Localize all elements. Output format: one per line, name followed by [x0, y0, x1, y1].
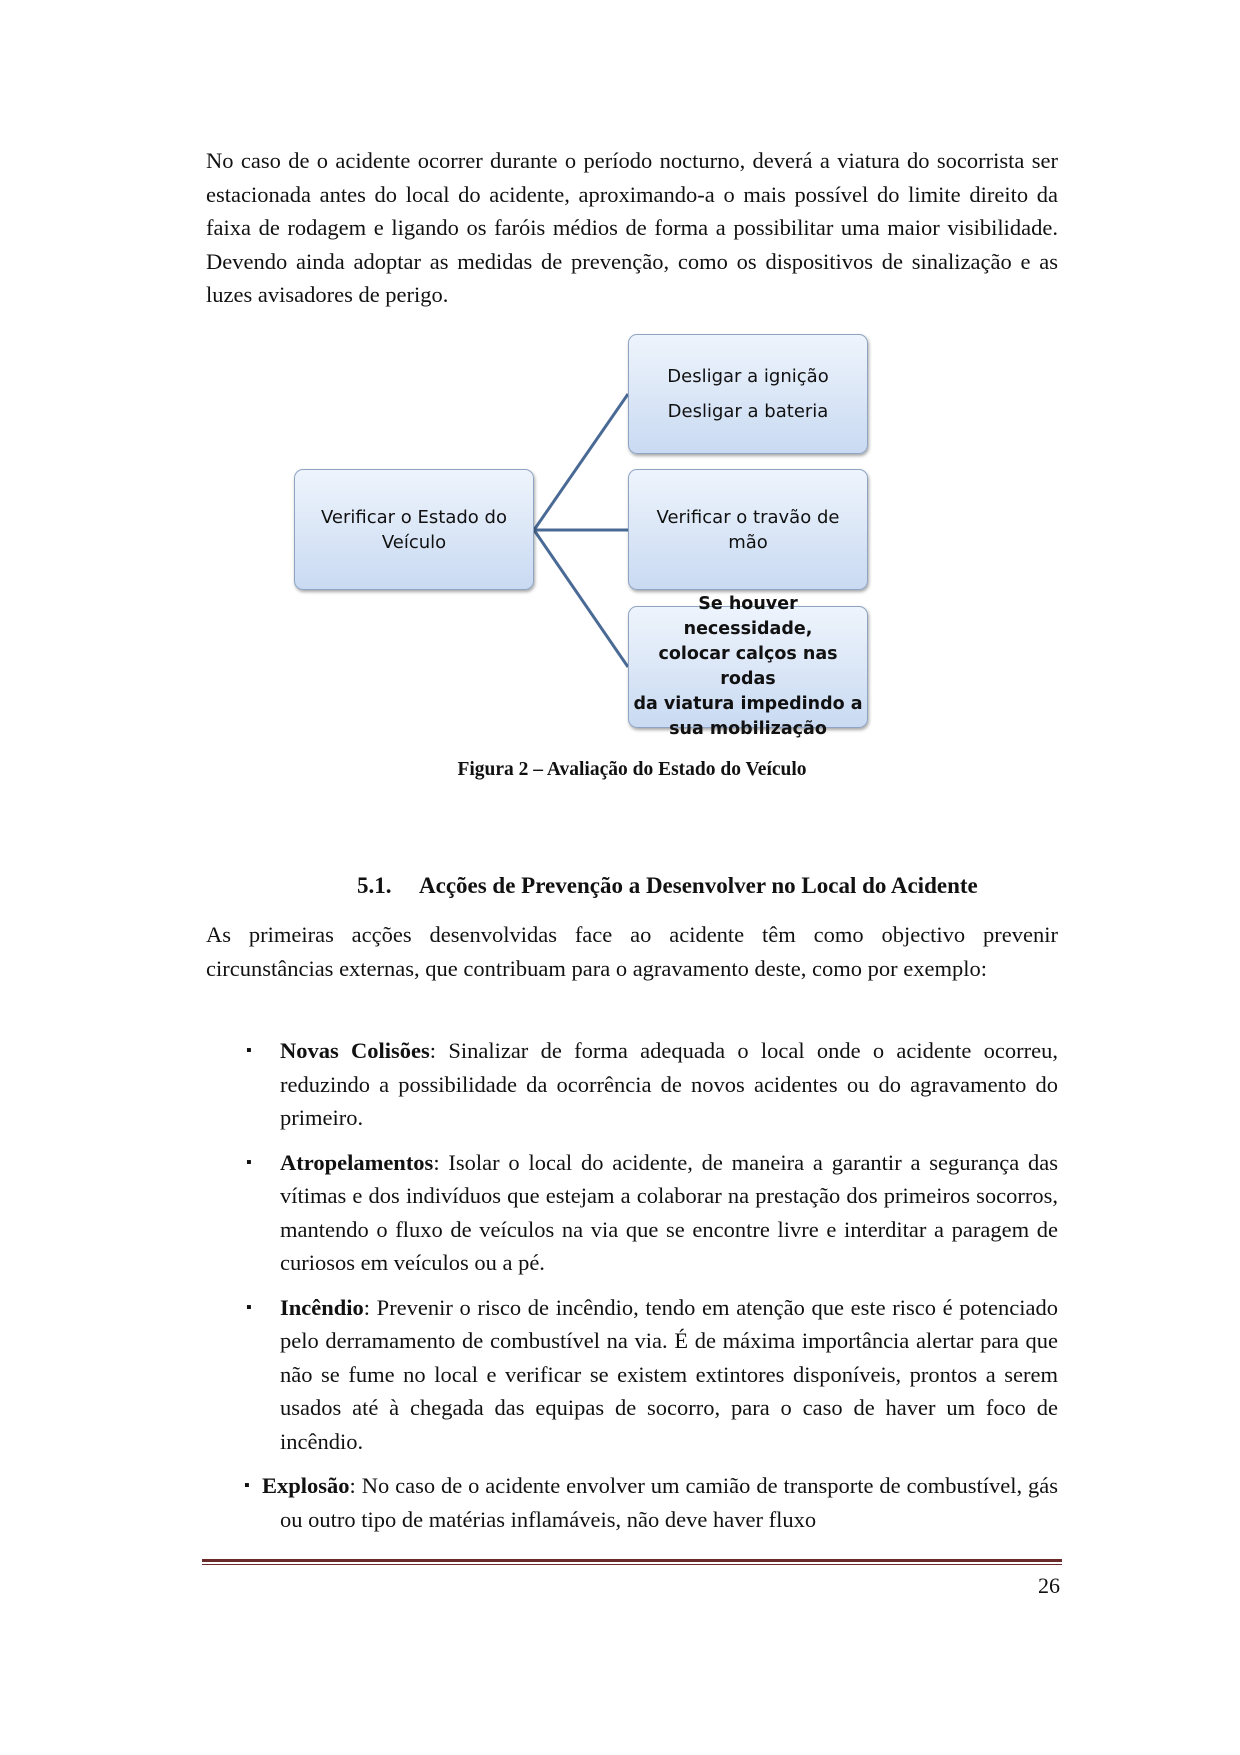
connector-to-box-a	[534, 394, 628, 530]
bullet-text: : Isolar o local do acidente, de maneira a garantir a segurança das vítimas e dos indivíduos que estejam a colaborar na prestação dos primeiros socorros, mantendo o fluxo de veículos na via que se encontre livre e interditar a paragem de curiosos em veículos ou a pé.	[280, 1149, 1058, 1275]
box-c-line1: Se houver necessidade,	[683, 594, 813, 639]
box-handbrake	[628, 469, 868, 590]
box-a-line2: Desligar a bateria	[667, 401, 829, 422]
box-c-line2: colocar calços nas rodas	[658, 644, 838, 689]
list-item	[206, 1469, 1058, 1536]
page-number: 26	[1038, 1573, 1060, 1598]
bullet-text: : No caso de o acidente envolver um camião de transporte de combustível, gás ou outro tipo de matérias inflamáveis, não deve haver fluxo	[280, 1473, 1058, 1532]
prevention-bullet-list	[206, 1034, 1058, 1547]
bullet-term: Explosão	[262, 1473, 350, 1498]
box-b-line2: mão	[728, 531, 768, 553]
footer-divider	[202, 1559, 1062, 1565]
paragraph-prevention-intro: As primeiras acções desenvolvidas face ao acidente têm como objectivo prevenir circunstâncias externas, que contribuam para o agravamento deste, como por exemplo:	[206, 922, 1058, 981]
box-main-line1: Verificar o Estado do	[321, 506, 507, 528]
box-check-vehicle-state	[294, 469, 534, 590]
box-a-line1: Desligar a ignição	[667, 366, 829, 387]
box-b-line1: Verificar o travão de	[656, 506, 840, 528]
bullet-term: Novas Colisões	[280, 1038, 430, 1063]
bullet-term: Incêndio	[280, 1294, 364, 1320]
square-bullet-icon: ▪	[246, 1153, 252, 1171]
section-heading	[357, 873, 978, 899]
square-bullet-icon: ▪	[246, 1042, 252, 1059]
bullet-text: : Sinalizar de forma adequada o local onde o acidente ocorreu, reduzindo a possibilidade da ocorrência de novos acidentes ou do agravamento do primeiro.	[280, 1038, 1058, 1130]
list-item	[206, 1146, 1058, 1280]
vehicle-check-diagram	[290, 330, 880, 739]
box-main-line2: Veículo	[381, 531, 447, 553]
section-number: 5.1.	[357, 873, 392, 898]
list-item	[206, 1291, 1058, 1459]
figure-caption: Figura 2 – Avaliação do Estado do Veículo	[457, 759, 807, 780]
square-bullet-icon: ▪	[244, 1477, 250, 1494]
box-c-line4: sua mobilização	[669, 719, 827, 739]
paragraph-night-accident: No caso de o acidente ocorrer durante o período nocturno, deverá a viatura do socorrista ser estacionada antes do local do acidente, aproximando-a o mais possível do limite direito da faixa de rodagem e ligando os faróis médios de forma a possibilitar uma maior visibilidade. Devendo ainda adoptar as medidas de prevenção, como os dispositivos de sinalização e as luzes avisadores de perigo.	[206, 148, 1058, 307]
box-wheel-chocks	[628, 594, 868, 739]
bullet-text: : Prevenir o risco de incêndio, tendo em atenção que este risco é potenciado pelo derramamento de combustível na via. É de máxima importância alertar para que não se fume no local e verificar se existem extintores disponíveis, prontos a serem usados até à chegada das equipas de socorro, para o caso de haver um foco de incêndio.	[280, 1294, 1058, 1454]
bullet-term: Atropelamentos	[280, 1149, 434, 1175]
list-item	[206, 1034, 1058, 1135]
section-title: Acções de Prevenção a Desenvolver no Local do Acidente	[419, 873, 978, 898]
square-bullet-icon: ▪	[246, 1298, 252, 1316]
box-c-line3: da viatura impedindo a	[633, 694, 863, 714]
connector-to-box-c	[534, 530, 628, 667]
box-ignition-battery	[628, 334, 868, 454]
